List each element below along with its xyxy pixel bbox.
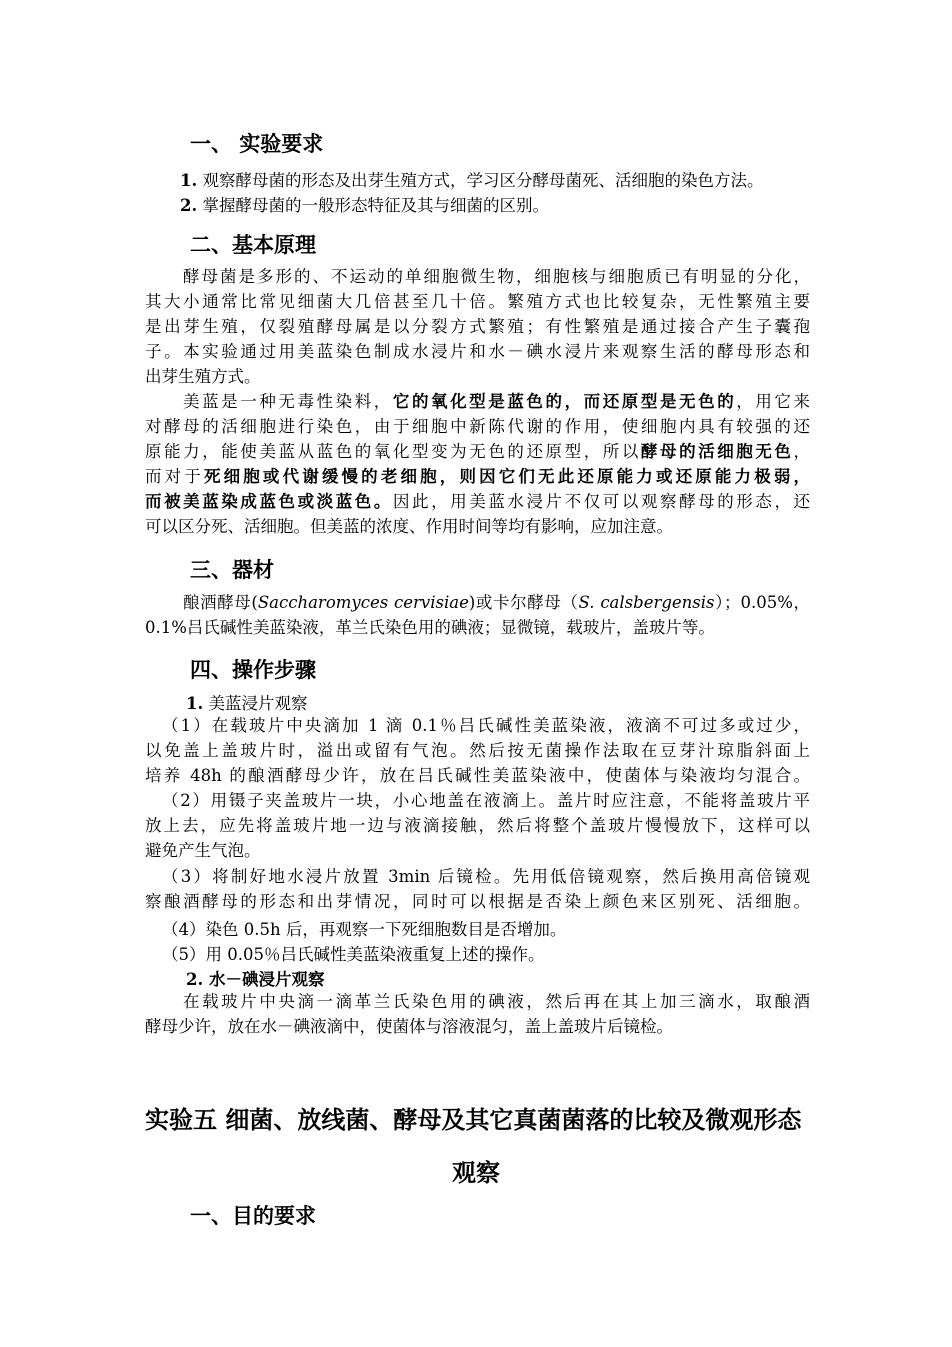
paragraph-line: （5）用 0.05％吕氏碱性美蓝染液重复上述的操作。	[162, 945, 545, 964]
paragraph-line: 出芽生殖方式。	[145, 367, 261, 386]
subsection-heading: 1. 美蓝浸片观察	[186, 694, 308, 713]
paragraph-line: 0.1%吕氏碱性美蓝染液，革兰氏染色用的碘液；显微镜，载玻片，盖玻片等。	[145, 618, 715, 637]
paragraph-line: 培养 48h 的酿酒酵母少许，放在吕氏碱性美蓝染液中，使菌体与染液均匀混合。	[145, 766, 810, 785]
paragraph-line: 其大小通常比常见细菌大几倍甚至几十倍。繁殖方式也比较复杂，无性繁殖主要	[145, 292, 810, 311]
paragraph-line: 避免产生气泡。	[145, 841, 261, 860]
paragraph-line: 对酵母的活细胞进行染色，由于细胞中新陈代谢的作用，使细胞内具有较强的还	[145, 417, 810, 436]
section-heading: 一、 实验要求	[190, 131, 324, 156]
section-heading: 四、操作步骤	[190, 657, 316, 682]
subsection-heading: 2. 水－碘浸片观察	[186, 970, 325, 989]
paragraph-line: 可以区分死、活细胞。但美蓝的浓度、作用时间等均有影响，应加注意。	[145, 517, 673, 536]
paragraph-line: 酵母少许，放在水－碘液滴中，使菌体与溶液混匀，盖上盖玻片后镜检。	[145, 1017, 673, 1036]
paragraph-line: 以免盖上盖玻片时，溢出或留有气泡。然后按无菌操作法取在豆芽汁琼脂斜面上	[145, 741, 810, 760]
paragraph-line: 而对于死细胞或代谢缓慢的老细胞，则因它们无此还原能力或还原能力极弱，	[145, 467, 811, 486]
paragraph-line: 察酿酒酵母的形态和出芽情况，同时可以根据是否染上颜色来区别死、活细胞。	[145, 892, 810, 911]
paragraph-line: 在载玻片中央滴一滴革兰氏染色用的碘液，然后再在其上加三滴水，取酿酒	[183, 992, 810, 1011]
paragraph-line: 酿酒酵母(Saccharomyces cervisiae)或卡尔酵母（S. calsbergensis）；0.05%，	[183, 593, 810, 612]
paragraph-line: 美蓝是一种无毒性染料，它的氧化型是蓝色的，而还原型是无色的，用它来	[183, 392, 810, 411]
paragraph-line: （1）在载玻片中央滴加 1 滴 0.1％吕氏碱性美蓝染液，液滴不可过多或过少，	[162, 716, 810, 735]
experiment-title: 实验五 细菌、放线菌、酵母及其它真菌菌落的比较及微观形态	[145, 1105, 802, 1134]
paragraph-line: 原能力，能使美蓝从蓝色的氧化型变为无色的还原型，所以酵母的活细胞无色，	[145, 442, 811, 461]
experiment-title-cont: 观察	[452, 1158, 500, 1187]
paragraph-line: （4）染色 0.5h 后，再观察一下死细胞数目是否增加。	[162, 920, 567, 939]
list-item: 2. 掌握酵母菌的一般形态特征及其与细菌的区别。	[180, 196, 549, 215]
paragraph-line: （2）用镊子夹盖玻片一块，小心地盖在液滴上。盖片时应注意，不能将盖玻片平	[162, 791, 810, 810]
section-heading: 二、基本原理	[190, 232, 316, 257]
list-item: 1. 观察酵母菌的形态及出芽生殖方式，学习区分酵母菌死、活细胞的染色方法。	[180, 171, 764, 190]
paragraph-line: （3）将制好地水浸片放置 3min 后镜检。先用低倍镜观察，然后换用高倍镜观	[162, 867, 810, 886]
paragraph-line: 子。本实验通过用美蓝染色制成水浸片和水－碘水浸片来观察生活的酵母形态和	[145, 342, 810, 361]
section-heading: 三、器材	[190, 557, 274, 582]
paragraph-line: 而被美蓝染成蓝色或淡蓝色。因此，用美蓝水浸片不仅可以观察酵母的形态，还	[145, 492, 811, 511]
paragraph-line: 放上去，应先将盖玻片地一边与液滴接触，然后将整个盖玻片慢慢放下，这样可以	[145, 816, 810, 835]
section-heading: 一、目的要求	[190, 1203, 316, 1228]
paragraph-line: 酵母菌是多形的、不运动的单细胞微生物，细胞核与细胞质已有明显的分化，	[183, 267, 810, 286]
paragraph-line: 是出芽生殖，仅裂殖酵母属是以分裂方式繁殖；有性繁殖是通过接合产生子囊孢	[145, 317, 810, 336]
